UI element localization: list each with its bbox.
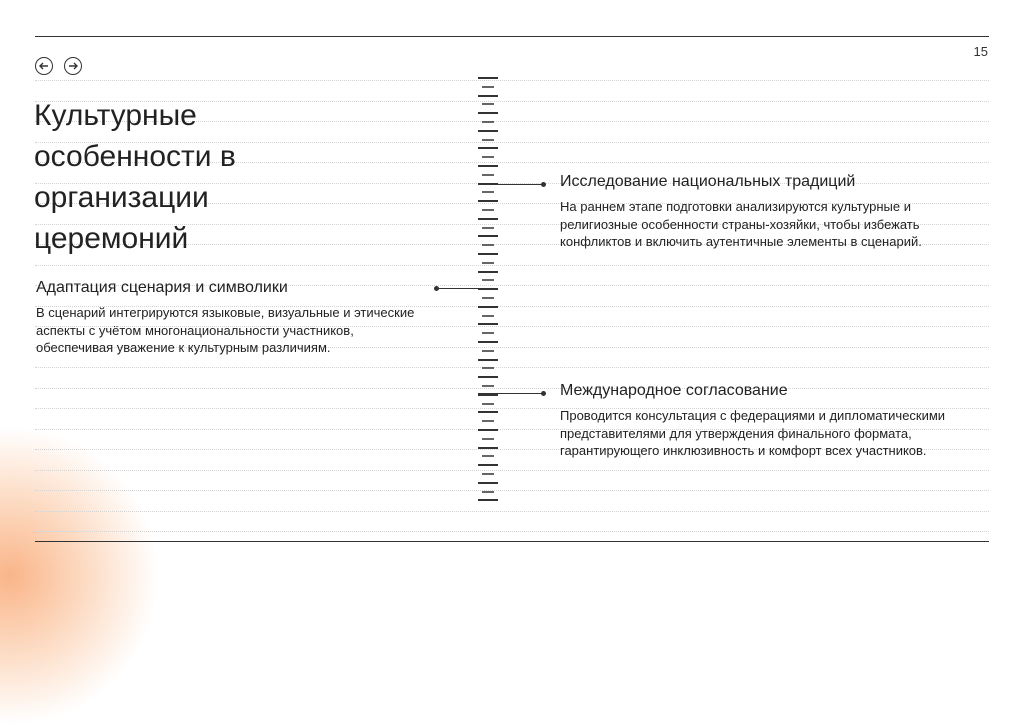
prev-slide-button[interactable] [35, 57, 53, 75]
ruler-tick [478, 218, 498, 220]
item-heading-1: Исследование национальных традиций [560, 173, 856, 190]
ruler-tick [482, 455, 494, 457]
page-number: 15 [973, 44, 988, 59]
dotted-guide-line [35, 265, 989, 266]
dotted-guide-line [35, 388, 989, 389]
dotted-guide-line [35, 80, 989, 81]
ruler-tick [478, 147, 498, 149]
ruler-tick [478, 499, 498, 501]
ruler-tick [482, 297, 494, 299]
ruler-tick [478, 235, 498, 237]
ruler-tick [478, 447, 498, 449]
ruler-tick [482, 315, 494, 317]
orange-glow-decoration [0, 426, 160, 726]
dotted-guide-line [35, 511, 989, 512]
ruler-tick [478, 323, 498, 325]
item-heading-3: Международное согласование [560, 382, 788, 399]
item-text-3: Проводится консультация с федерациями и дипломатическими представителями для утверждения финального формата, гарантирующего инклюзивность и комфорт всех участников. [560, 408, 946, 458]
dotted-guide-line [35, 367, 989, 368]
ruler-tick [482, 244, 494, 246]
ruler-tick [478, 95, 498, 97]
ruler-tick [478, 306, 498, 308]
connector-line-2 [437, 288, 498, 289]
ruler-tick [482, 279, 494, 281]
ruler-tick [478, 77, 498, 79]
ruler-tick [482, 420, 494, 422]
ruler-tick [482, 491, 494, 493]
bottom-rule [35, 541, 989, 542]
connector-dot-3 [541, 391, 546, 396]
ruler-tick [482, 438, 494, 440]
item-text-1: На раннем этапе подготовки анализируются культурные и религиозные особенности страны-хозяйки, чтобы избежать конфликтов и включить аутентичные элементы в сценарий. [560, 199, 922, 249]
dotted-guide-line [35, 470, 989, 471]
page-title: Культурные особенности в организации церемоний [34, 99, 236, 255]
ruler-tick [478, 165, 498, 167]
ruler-tick [482, 139, 494, 141]
ruler-tick [478, 359, 498, 361]
ruler-tick [482, 262, 494, 264]
ruler-tick [482, 385, 494, 387]
connector-dot-1 [541, 182, 546, 187]
ruler-tick [482, 403, 494, 405]
ruler-tick [478, 112, 498, 114]
ruler-tick [478, 376, 498, 378]
ruler-tick [482, 473, 494, 475]
ruler-tick [478, 411, 498, 413]
ruler-tick [482, 350, 494, 352]
ruler-tick [482, 191, 494, 193]
top-rule [35, 36, 989, 37]
ruler-tick [482, 86, 494, 88]
ruler-tick [478, 394, 498, 396]
item-heading-2: Адаптация сценария и символики [36, 279, 288, 296]
ruler-tick [482, 121, 494, 123]
ruler-tick [482, 367, 494, 369]
ruler-tick [482, 209, 494, 211]
ruler-tick [482, 174, 494, 176]
ruler-tick [478, 429, 498, 431]
item-text-2: В сценарий интегрируются языковые, визуальные и этические аспекты с учётом многонациональности участников, обеспечивая уважение к культурным различиям. [36, 305, 415, 355]
ruler-tick [482, 227, 494, 229]
ruler-tick [478, 464, 498, 466]
ruler-tick [478, 200, 498, 202]
ruler-tick [482, 332, 494, 334]
connector-line-3 [478, 393, 543, 394]
ruler-tick [478, 341, 498, 343]
ruler-tick [478, 253, 498, 255]
arrow-right-icon [67, 60, 79, 72]
ruler-tick [478, 271, 498, 273]
ruler-tick [482, 156, 494, 158]
dotted-guide-line [35, 490, 989, 491]
ruler-tick [482, 103, 494, 105]
next-slide-button[interactable] [64, 57, 82, 75]
dotted-guide-line [35, 531, 989, 532]
connector-line-1 [478, 184, 543, 185]
ruler-tick [478, 482, 498, 484]
ruler-tick [478, 130, 498, 132]
arrow-left-icon [38, 60, 50, 72]
